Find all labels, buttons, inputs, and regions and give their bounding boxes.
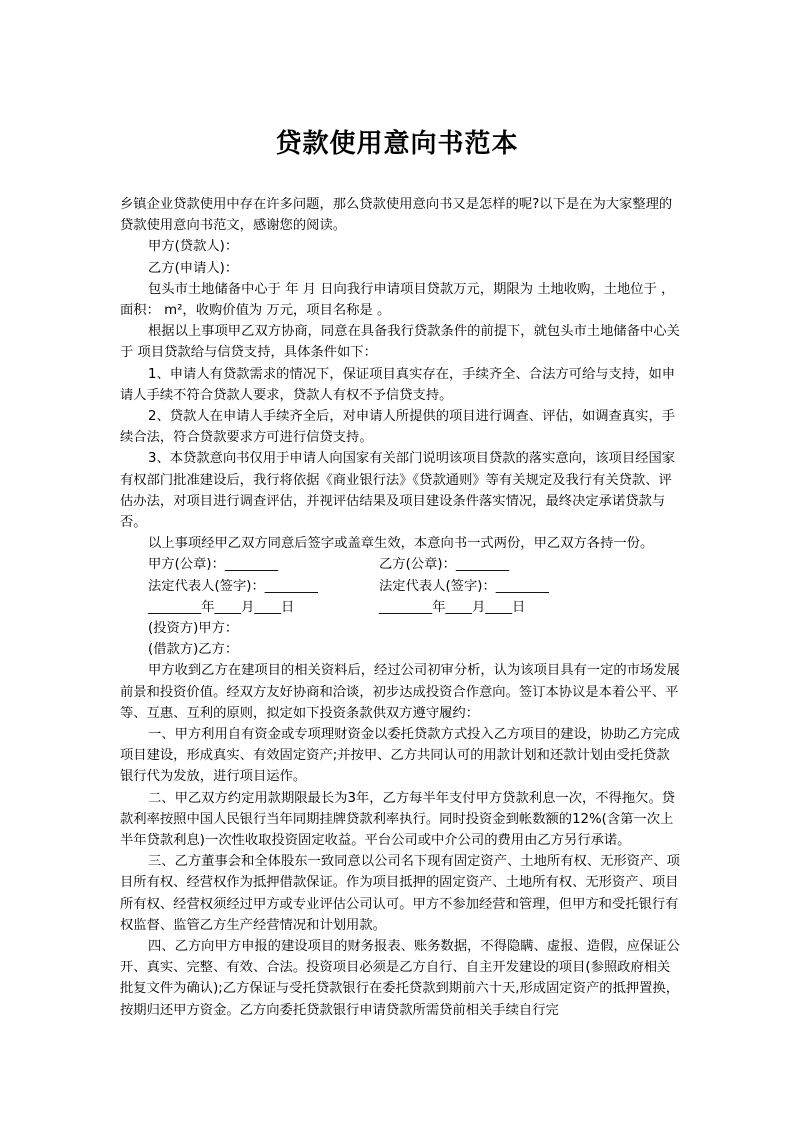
- condition-1: 1、申请人有贷款需求的情况下，保证项目真实存在，手续齐全、合法方可给与支持，如申请人手续不符合贷款人要求，贷款人有权不予信贷支持。: [120, 366, 676, 403]
- intro-paragraph: 乡镇企业贷款使用中存在许多问题，那么贷款使用意向书又是怎样的呢?以下是在为大家整理的贷款使用意向书范文，感谢您的阅读。: [120, 197, 673, 234]
- party-b-date: ________年____月____日: [379, 599, 526, 615]
- party-a-date: ________年____月____日: [148, 599, 295, 615]
- party-b-representative: 法定代表人(签字)：________: [379, 578, 549, 594]
- clause-1: 一、甲方利用自有资金或专项理财资金以委托贷款方式投入乙方项目的建设，协助乙方完成项目建设，形成真实、有效固定资产;并按甲、乙方共同认可的用款计划和还款计划由受托贷款银行代为发放，进行项目运作。: [120, 727, 680, 785]
- clause-3: 三、乙方董事会和全体股东一致同意以公司名下现有固定资产、土地所有权、无形资产、项目所有权、经营权作为抵押借款保证。作为项目抵押的固定资产、土地所有权、无形资产、项目所有权、经营权须经过甲方或专业评估公司认可。甲方不参加经营和管理，但甲方和受托银行有权监督、监管乙方生产经营情况和计划用款。: [120, 854, 680, 933]
- party-a-representative: 法定代表人(签字)：________: [148, 578, 318, 594]
- basis-paragraph: 根据以上事项甲乙双方协商，同意在具备我行贷款条件的前提下，就包头市土地储备中心关于 项目贷款给与信贷支持，具体条件如下：: [120, 324, 680, 361]
- document-title: 贷款使用意向书范本: [275, 129, 519, 159]
- application-paragraph: 包头市土地储备中心于 年 月 日向我行申请项目贷款万元，期限为 土地收购，土地位于 ，面积： m²，收购价值为 万元，项目名称是 。: [120, 281, 675, 319]
- contract-intro-paragraph: 甲方收到乙方在建项目的相关资料后，经过公司初审分析，认为该项目具有一定的市场发展前景和投资价值。经双方友好协商和洽谈，初步达成投资合作意向。签订本协议是本着公平、平等、互惠、互利的原则，拟定如下投资条款供双方遵守履约：: [120, 663, 680, 721]
- condition-2: 2、贷款人在申请人手续齐全后，对申请人所提供的项目进行调查、评估，如调查真实，手续合法，符合贷款要求方可进行信贷支持。: [120, 409, 676, 446]
- investor-line: (投资方)甲方：: [148, 621, 239, 637]
- party-b-seal: 乙方(公章)：________: [379, 557, 510, 573]
- signature-row-date: [120, 597, 682, 618]
- party-a-seal: 甲方(公章)：________: [148, 557, 279, 573]
- party-a-lender-line: 甲方(贷款人)：: [148, 239, 239, 255]
- clause-2: 二、甲乙双方约定用款期限最长为3年，乙方每半年支付甲方贷款利息一次，不得拖欠。贷款利率按照中国人民银行当年同期挂牌贷款利率执行。同时投资金到帐数额的12%(含第一次上半年贷款利息)一次性收取投资固定收益。平台公司或中介公司的费用由乙方另行承诺。: [120, 790, 676, 849]
- effect-paragraph: 以上事项经甲乙双方同意后签字或盖章生效，本意向书一式两份，甲乙双方各持一份。: [148, 536, 654, 552]
- borrower-line: (借款方)乙方：: [148, 642, 239, 658]
- condition-3: 3、本贷款意向书仅用于申请人向国家有关部门说明该项目贷款的落实意向，该项目经国家有权部门批准建设后，我行将依据《商业银行法》《贷款通则》等有关规定及我行有关贷款、评估办法，对项目进行调查评估，并视评估结果及项目建设条件落实情况，最终决定承诺贷款与否。: [120, 451, 676, 531]
- clause-4: 四、乙方向甲方申报的建设项目的财务报表、账务数据，不得隐瞒、虚报、造假，应保证公开、真实、完整、有效、合法。投资项目必须是乙方自行、自主开发建设的项目(参照政府相关批复文件为确认);乙方保证与受托贷款银行在委托贷款到期前六十天,形成固定资产的抵押置换，按期归还甲方资金。乙方向委托贷款银行申请贷款所需贷前相关手续自行完: [120, 939, 680, 1018]
- signature-row-seal: [120, 554, 682, 575]
- signature-row-representative: [120, 576, 682, 597]
- document-body: [120, 194, 682, 1021]
- party-b-applicant-line: 乙方(申请人)：: [148, 260, 239, 276]
